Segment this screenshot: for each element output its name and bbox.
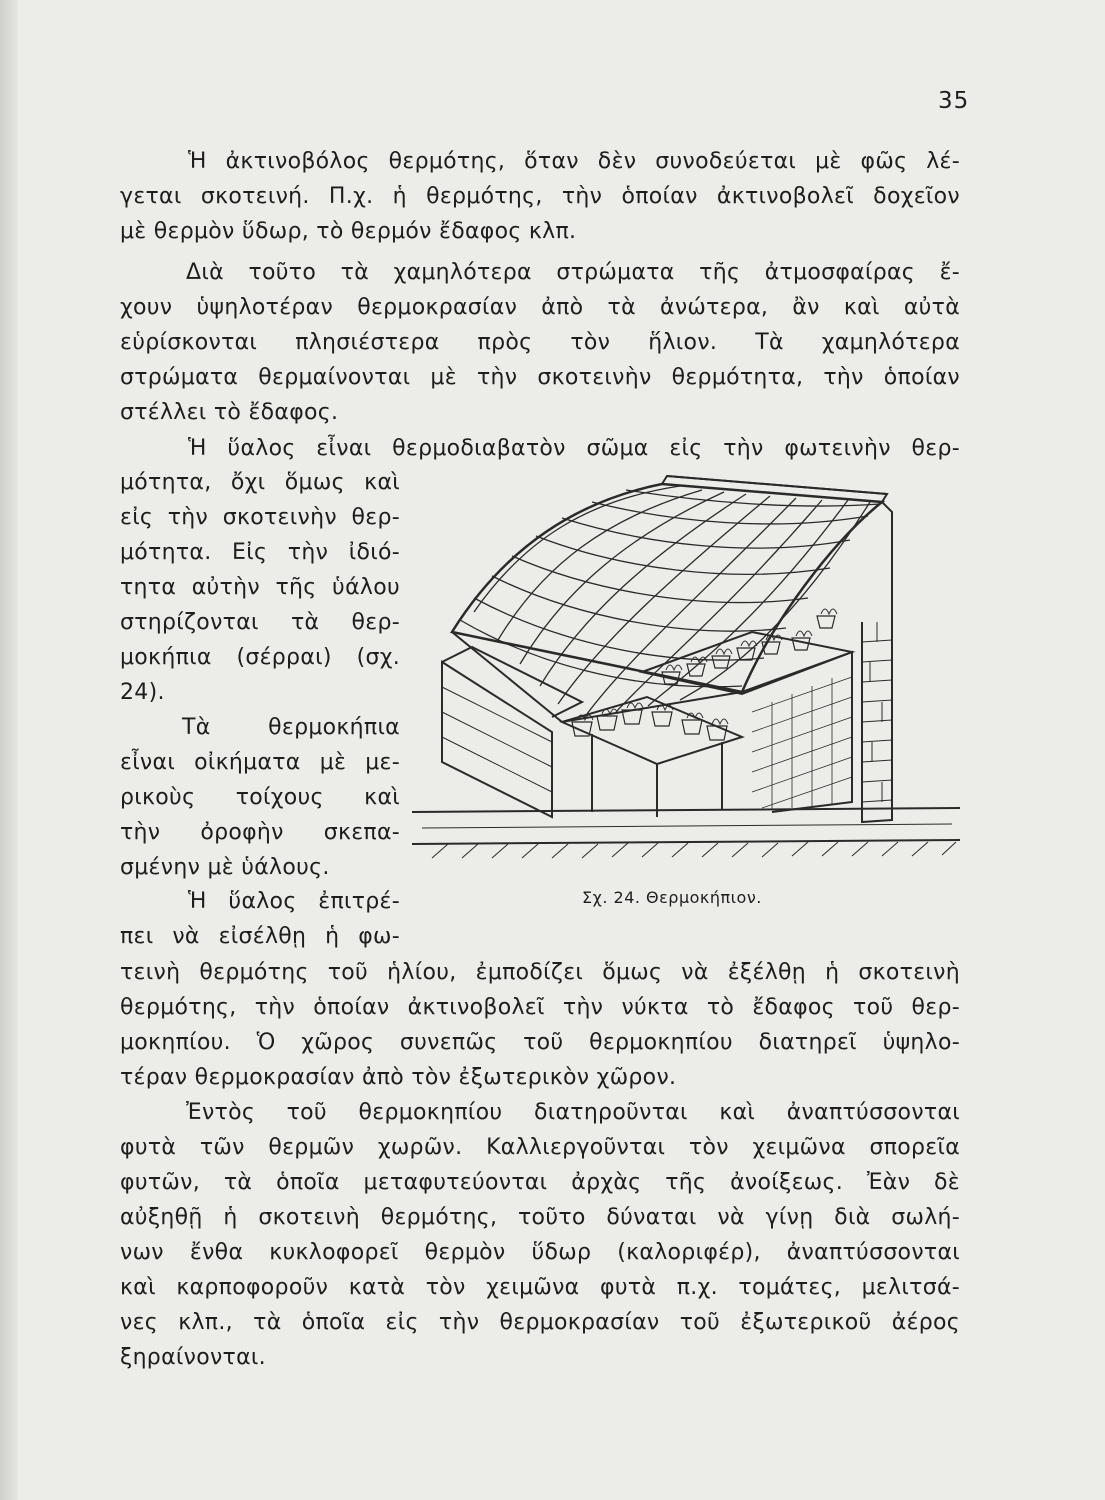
text-line: θερμότης, τὴν ὁποίαν ἀκτινοβολεῖ τὴν νύκτα τὸ ἔδαφος τοῦ θερ- [120, 995, 960, 1020]
text-line: εἶναι οἰκήματα μὲ με- [120, 750, 400, 775]
text-line: μὲ θερμὸν ὕδωρ, τὸ θερμόν ἔδαφος κλπ. [120, 219, 577, 244]
text-line: χουν ὑψηλοτέραν θερμοκρασίαν ἀπὸ τὰ ἀνώτερα, ἂν καὶ αὐτὰ [120, 295, 960, 320]
text-line: τέραν θερμοκρασίαν ἀπὸ τὸν ἐξωτερικὸν χῶρον. [120, 1065, 677, 1090]
text-line: Ἡ ἀκτινοβόλος θερμότης, ὅταν δὲν συνοδεύεται μὲ φῶς λέ- [188, 149, 960, 174]
text-line: Ἡ ὕαλος εἶναι θερμοδιαβατὸν σῶμα εἰς τὴν φωτεινὴν θερ- [188, 436, 960, 461]
text-line: φυτὰ τῶν θερμῶν χωρῶν. Καλλιεργοῦνται τὸν χειμῶνα σπορεῖα [120, 1135, 960, 1160]
text-line: νες κλπ., τὰ ὁποῖα εἰς τὴν θερμοκρασίαν τοῦ ἐξωτερικοῦ ἀέρος [120, 1310, 960, 1335]
text-line: τὴν ὀροφὴν σκεπα- [120, 820, 400, 845]
text-line: Ἡ ὕαλος ἐπιτρέ- [188, 889, 400, 914]
text-line: φυτῶν, τὰ ὁποῖα μεταφυτεύονται ἀρχὰς τῆς ἀνοίξεως. Ἐὰν δὲ [120, 1170, 960, 1195]
text-line: ρικοὺς τοίχους καὶ [120, 785, 400, 810]
text-line: Διὰ τοῦτο τὰ χαμηλότερα στρώματα τῆς ἀτμοσφαίρας ἔ- [186, 260, 960, 285]
text-line: μοκήπια (σέρραι) (σχ. [120, 645, 400, 670]
text-line: 24). [120, 680, 165, 705]
text-line: τεινὴ θερμότης τοῦ ἡλίου, ἐμποδίζει ὅμως νὰ ἐξέλθῃ ἡ σκοτεινὴ [120, 960, 960, 985]
text-line: μότητα, ὄχι ὅμως καὶ [120, 470, 400, 495]
text-line: ξηραίνονται. [120, 1345, 266, 1370]
text-line: πει νὰ εἰσέλθῃ ἡ φω- [120, 924, 400, 949]
text-line: γεται σκοτεινή. Π.χ. ἡ θερμότης, τὴν ὁποίαν ἀκτινοβολεῖ δοχεῖον [120, 184, 960, 209]
text-line: εἰς τὴν σκοτεινὴν θερ- [120, 505, 400, 530]
text-line: Ἐντὸς τοῦ θερμοκηπίου διατηροῦνται καὶ ἀναπτύσσονται [186, 1100, 960, 1125]
text-line: Τὰ θερμοκήπια [182, 715, 400, 740]
text-line: στρώματα θερμαίνονται μὲ τὴν σκοτεινὴν θερμότητα, τὴν ὁποίαν [120, 365, 960, 390]
greenhouse-drawing [412, 472, 960, 867]
text-line: εὑρίσκονται πλησιέστερα πρὸς τὸν ἥλιον. Τὰ χαμηλότερα [120, 330, 960, 355]
page-gutter-shadow [0, 0, 18, 1500]
text-line: αὐξηθῇ ἡ σκοτεινὴ θερμότης, τοῦτο δύναται νὰ γίνῃ διὰ σωλή- [120, 1205, 960, 1230]
text-line: στηρίζονται τὰ θερ- [120, 610, 400, 635]
text-line: στέλλει τὸ ἔδαφος. [120, 400, 339, 425]
text-line: μότητα. Εἰς τὴν ἰδιό- [120, 540, 400, 565]
text-line: σμένην μὲ ὑάλους. [120, 855, 330, 880]
greenhouse-illustration [412, 472, 960, 867]
figure-caption: Σχ. 24. Θερμοκήπιον. [582, 888, 762, 907]
text-line: τητα αὐτὴν τῆς ὑάλου [120, 575, 400, 600]
text-line: μοκηπίου. Ὁ χῶρος συνεπῶς τοῦ θερμοκηπίου διατηρεῖ ὑψηλο- [120, 1030, 960, 1055]
text-line: νων ἔνθα κυκλοφορεῖ θερμὸν ὕδωρ (καλοριφέρ), ἀναπτύσσονται [120, 1240, 960, 1265]
page-number: 35 [938, 88, 970, 114]
text-line: καὶ καρποφοροῦν κατὰ τὸν χειμῶνα φυτὰ π.χ. τομάτες, μελιτσά- [120, 1275, 960, 1300]
